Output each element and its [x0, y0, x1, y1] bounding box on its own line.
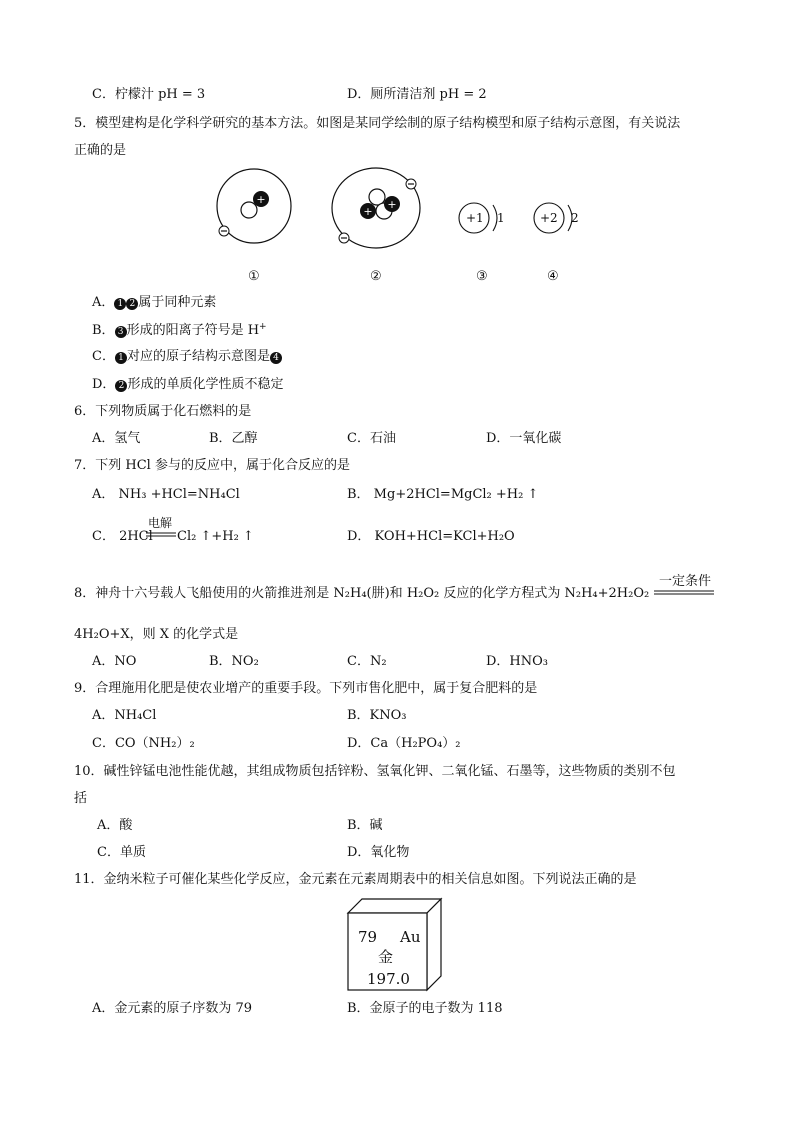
q7-option-c-products: Cl₂ ↑+H₂ ↑ [177, 529, 254, 544]
fig-label-1: ① [248, 269, 260, 284]
q8-stem: 8．神舟十六号载人飞船使用的火箭推进剂是 N₂H₄(肼)和 H₂O₂ 反应的化学方程式为 N₂H₄+2H₂O₂ [74, 586, 650, 601]
q5-option-c: C． 1 对应的原子结构示意图是 4 [92, 350, 282, 364]
equals-double-line-q8 [654, 590, 716, 596]
q6-option-c: C．石油 [347, 431, 396, 446]
q7-option-c-condition: 电解 [148, 516, 173, 530]
svg-text:+: + [363, 205, 373, 218]
q6-option-d: D．一氧化碳 [486, 431, 562, 446]
q7-option-a: A． NH₃ +HCl=NH₄Cl [92, 487, 240, 502]
diagram4-nucleus: +2 [540, 211, 558, 225]
q5-stem-line2: 正确的是 [74, 143, 127, 158]
q8-condition: 一定条件 [659, 574, 712, 589]
q9-stem: 9．合理施用化肥是使农业增产的重要手段。下列市售化肥中，属于复合肥料的是 [74, 681, 538, 696]
circled-number-1b: 1 [115, 352, 127, 364]
q10-stem-line2: 括 [74, 791, 88, 806]
diagram3-nucleus: +1 [466, 211, 484, 225]
q7-option-b: B． Mg+2HCl=MgCl₂ +H₂ ↑ [347, 487, 539, 502]
svg-text:+: + [387, 198, 397, 211]
q9-option-a: A．NH₄Cl [92, 708, 157, 723]
q10-option-d: D．氧化物 [347, 845, 410, 860]
circled-number-2: 2 [126, 298, 138, 310]
q6-stem: 6．下列物质属于化石燃料的是 [74, 404, 252, 419]
element-symbol: Au [400, 928, 421, 946]
q8-stem-line2: 4H₂O+X，则 X 的化学式是 [74, 627, 239, 642]
q10-option-c: C．单质 [97, 845, 146, 860]
atom-model-1 [210, 165, 300, 245]
equals-double-line [146, 532, 178, 538]
q11-option-b: B．金原子的电子数为 118 [347, 1001, 503, 1016]
circled-number-4: 4 [270, 352, 282, 364]
fig-label-2: ② [370, 269, 382, 284]
q11-stem: 11．金纳米粒子可催化某些化学反应，金元素在元素周期表中的相关信息如图。下列说法正确的是 [74, 872, 637, 887]
fig-label-4: ④ [547, 269, 559, 284]
q10-option-b: B．碱 [347, 818, 383, 833]
q6-option-b: B．乙醇 [209, 431, 258, 446]
diagram4-shell: 2 [571, 211, 579, 225]
q5-option-a: A． 1 2 属于同种元素 [92, 295, 217, 310]
q8-option-a: A．NO [92, 654, 137, 669]
q7-option-d: D． KOH+HCl=KCl+H₂O [347, 529, 515, 544]
q9-option-d: D．Ca（H₂PO₄）₂ [347, 736, 461, 751]
q8-option-c: C．N₂ [347, 654, 387, 669]
q5-option-d: D． 2 形成的单质化学性质不稳定 [92, 377, 284, 392]
atom-model-2 [326, 165, 426, 251]
q5-option-b: B． 3 形成的阳离子符号是 H+ [92, 322, 267, 338]
element-atomic-mass: 197.0 [367, 970, 410, 988]
q9-option-b: B．KNO₃ [347, 708, 407, 723]
q4-option-c: C．柠檬汁 pH = 3 [92, 87, 206, 102]
fig-label-3: ③ [476, 269, 488, 284]
q4-option-d: D．厕所清洁剂 pH = 2 [347, 87, 487, 102]
q7-stem: 7．下列 HCl 参与的反应中，属于化合反应的是 [74, 458, 350, 473]
circled-number-3: 3 [115, 326, 127, 338]
q8-option-b: B．NO₂ [209, 654, 259, 669]
q8-option-d: D．HNO₃ [486, 654, 549, 669]
q10-stem-line1: 10．碱性锌锰电池性能优越，其组成物质包括锌粉、氢氧化钾、二氧化锰、石墨等，这些物质的类别不包 [74, 764, 676, 779]
circled-number-2b: 2 [115, 380, 127, 392]
element-name: 金 [378, 948, 394, 966]
q5-stem-line1: 5．模型建构是化学科学研究的基本方法。如图是某同学绘制的原子结构模型和原子结构示意图，有关说法 [74, 116, 681, 131]
circled-number-1: 1 [114, 298, 126, 310]
q6-option-a: A．氢气 [92, 431, 141, 446]
svg-text:+: + [256, 193, 266, 206]
diagram3-shell: 1 [497, 211, 505, 225]
q7-option-c-prefix: C． 2HCl [92, 529, 153, 544]
element-atomic-number: 79 [358, 928, 378, 946]
q11-option-a: A．金元素的原子序数为 79 [92, 1001, 253, 1016]
q10-option-a: A．酸 [97, 818, 133, 833]
q9-option-c: C．CO（NH₂）₂ [92, 736, 195, 751]
